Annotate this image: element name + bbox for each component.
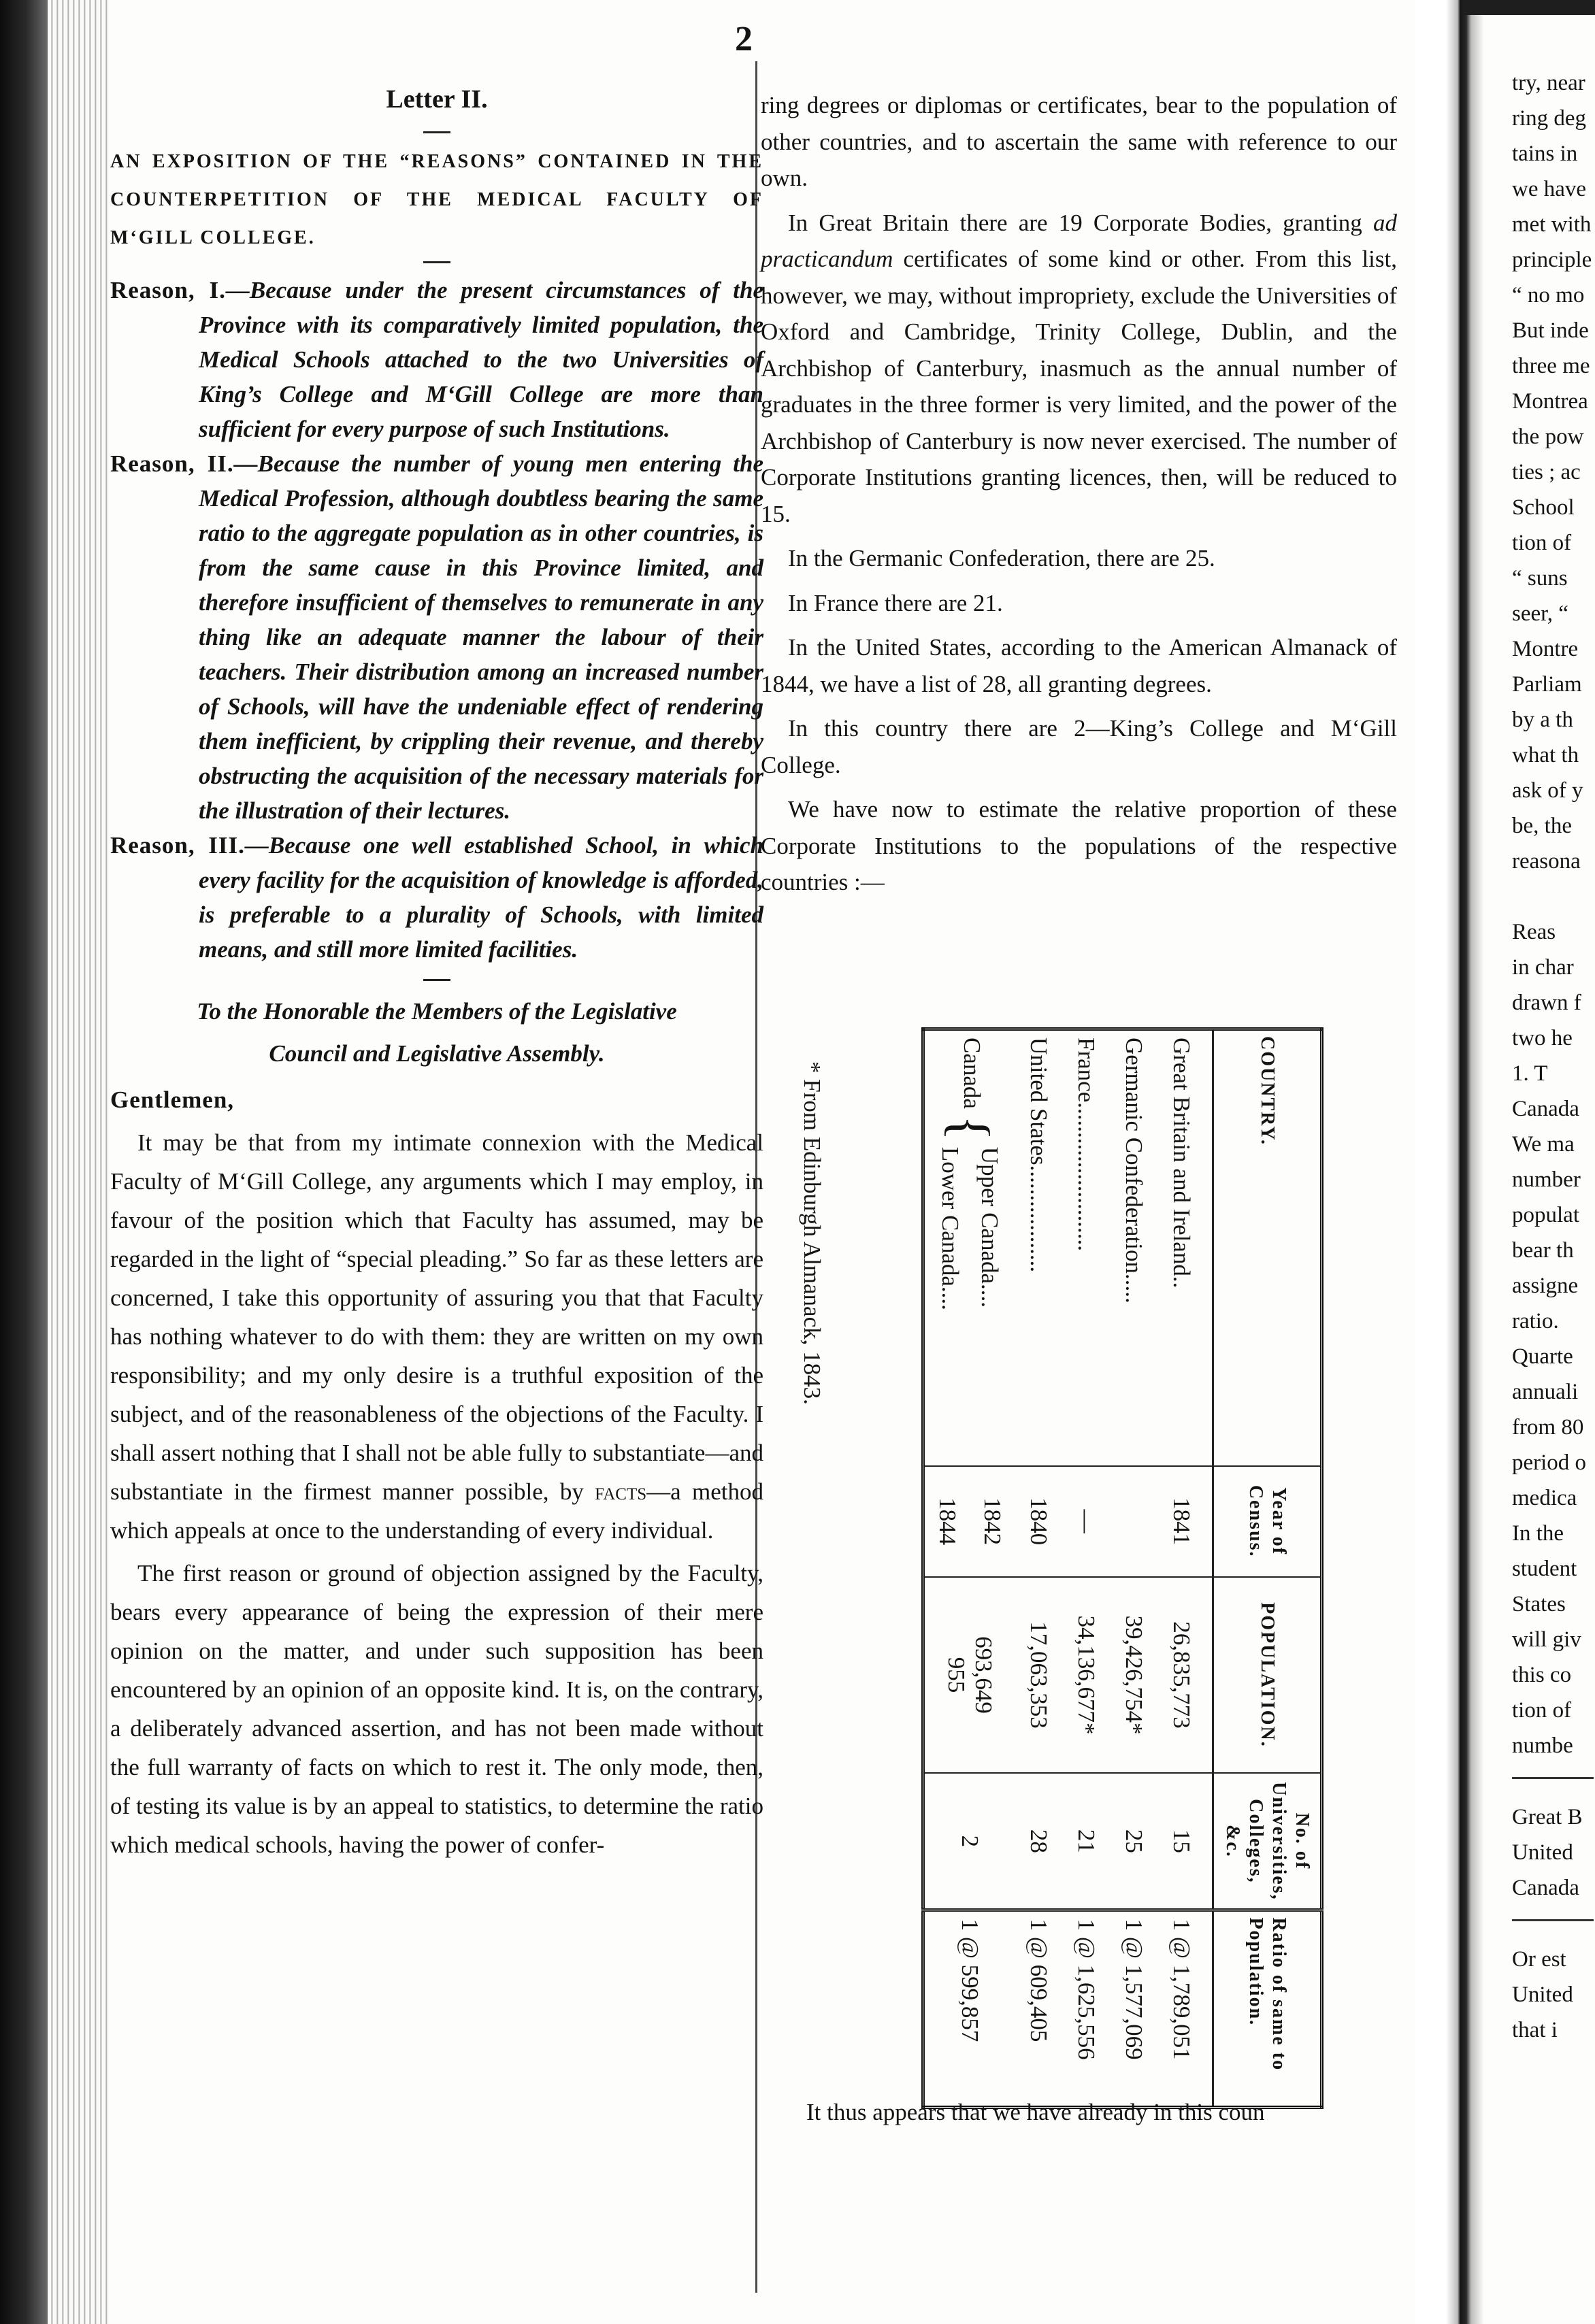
right-column-line: bear th xyxy=(1512,1238,1574,1263)
cell-country: France......................... xyxy=(1073,1038,1100,1251)
cell-universities: 28 xyxy=(1015,1773,1062,1910)
canada-brace: { xyxy=(940,1114,1000,1142)
paragraph-1-start: It may be that from my intimate connexion with the Medical Faculty of M‘Gill College, any arguments which I may employ, in favour of the position which that Faculty has assumed, may be regarded in the light of “special pleading.” So far as these letters are concerned, I take this opportunity of assuring you that that Faculty has nothing whatever to do with them: they are written on my own responsibility; and my only desire is a truthful exposition of the subject, and of the reasonableness of the objections of the Faculty. I shall assert nothing that I shall not be able fully to substantiate—and substantiate in the firmest manner possible, by xyxy=(110,1129,763,1505)
left-column xyxy=(110,68,763,1868)
scan-dark-edge xyxy=(0,0,48,2324)
cell-country: Great Britain and Ireland.. xyxy=(1168,1038,1195,1289)
mid-paragraph-1-b: certificates of some kind or other. From this list, however, we may, without impropriety, exclude the Universities of Oxford and Cambridge, Trinity College, Dublin, and the Archbishop of Canterbury, inasmuch as the annual number of graduates in the three former is very limited, and the power of the Archbishop of Canterbury is now never exercised. The number of Corporate Institutions granting licences, then, will be reduced to 15. xyxy=(761,246,1397,527)
right-column-line: from 80 xyxy=(1512,1415,1584,1440)
cell-ratio: 1 @ 609,405 xyxy=(1015,1910,1062,2108)
right-closing-line: Or est xyxy=(1512,1947,1566,1972)
reason-2-text: —Because the number of young men entering the Medical Profession, although doubtless bearing the same ratio to the aggregate population as in other countries, is from the same cause in this Province limited, and therefore insufficient of themselves to remunerate in any thing like an adequate manner the labour of their teachers. Their distribution among an increased number of Schools, will have the undeniable effect of rendering them inefficient, by crippling their revenue, and thereby obstructing the acquisition of the necessary materials for the illustration of their lectures. xyxy=(199,450,763,824)
right-column-line: numbe xyxy=(1512,1733,1573,1758)
statistics-table xyxy=(921,1027,1323,2109)
mid-paragraph-1-a: In Great Britain there are 19 Corporate Bodies, granting xyxy=(788,209,1373,236)
cell-population: 26,835,773 xyxy=(1157,1577,1213,1774)
right-column-rule-2 xyxy=(1512,1919,1594,1921)
right-column-line: annuali xyxy=(1512,1380,1579,1404)
right-column-line: School xyxy=(1512,495,1575,520)
mid-paragraph-0: ring degrees or diplomas or certificates, bear to the population of other countries, and to ascertain the same with reference to our own. xyxy=(761,92,1397,191)
mid-paragraph-1 xyxy=(761,205,1397,533)
header-universities: No. of Universities, Colleges, &c. xyxy=(1213,1773,1322,1910)
right-column-line: “ suns xyxy=(1512,566,1568,591)
right-column-line: seer, “ xyxy=(1512,601,1568,626)
mid-paragraph-6: We have now to estimate the relative proportion of these Corporate Institutions to the populations of the respective countries :— xyxy=(761,796,1397,895)
right-column-line: drawn f xyxy=(1512,991,1581,1015)
cell-population: 39,426,754* xyxy=(1110,1577,1157,1774)
cell-universities: 21 xyxy=(1062,1773,1110,1910)
right-column-line: ring deg xyxy=(1512,106,1587,131)
page-binding-edge xyxy=(48,0,109,2324)
header-ratio: Ratio of same to Population. xyxy=(1213,1910,1322,2108)
table-row xyxy=(1110,1029,1157,2108)
reason-3-text: —Because one well established School, in which every facility for the acquisition of knowledge is afforded, is preferable to a plurality of Schools, with limited means, and still more limited facilities. xyxy=(199,832,763,963)
statistics-table-wrap xyxy=(847,1027,1323,2109)
facts-word: facts xyxy=(595,1478,647,1505)
right-summary-line: Great B xyxy=(1512,1805,1583,1829)
middle-column xyxy=(761,87,1397,909)
right-column-line: Canada xyxy=(1512,1097,1579,1121)
right-column-line: Reas xyxy=(1512,920,1556,944)
title-rule xyxy=(423,131,450,133)
right-column-line: this co xyxy=(1512,1663,1572,1687)
right-column-line: number xyxy=(1512,1167,1581,1192)
cell-country: United States.................. xyxy=(1025,1038,1052,1273)
cell-country-canada xyxy=(923,1029,1015,1466)
canada-upper-label: Upper Canada.... xyxy=(976,1146,1003,1308)
paragraph-1 xyxy=(110,1123,763,1550)
right-column-closing xyxy=(1512,1942,1595,2048)
cell-ratio: 1 @ 1,789,051 xyxy=(1157,1910,1213,2108)
right-column-line: student xyxy=(1512,1557,1577,1581)
right-closing-line: that i xyxy=(1512,2018,1558,2042)
cell-census: — xyxy=(1062,1466,1110,1577)
right-column-line: two he xyxy=(1512,1026,1573,1050)
right-column-line: what th xyxy=(1512,743,1579,767)
table-row-canada-upper xyxy=(970,1029,1015,2108)
mid-paragraph-3: In France there are 21. xyxy=(788,589,1003,616)
address xyxy=(110,991,763,1075)
page-number: 2 xyxy=(735,20,753,59)
cell-population: 17,063,353 xyxy=(1015,1577,1062,1774)
canada-label: Canada xyxy=(958,1038,985,1109)
page-gutter xyxy=(1415,0,1483,2324)
address-line-2: Council and Legislative Assembly. xyxy=(269,1040,605,1067)
cell-universities: 15 xyxy=(1157,1773,1213,1910)
cell-census: 1840 xyxy=(1015,1466,1062,1577)
right-column-line: period o xyxy=(1512,1450,1587,1475)
right-column-line: assigne xyxy=(1512,1274,1579,1298)
heading-rule xyxy=(423,261,450,263)
right-column-line: We ma xyxy=(1512,1132,1575,1157)
right-closing-line: United xyxy=(1512,1982,1573,2007)
cell-census xyxy=(1110,1466,1157,1577)
right-column-line: tion of xyxy=(1512,1698,1572,1723)
right-column-line: Quarte xyxy=(1512,1344,1573,1369)
header-census: Year of Census. xyxy=(1213,1466,1322,1577)
right-column-line: three me xyxy=(1512,354,1590,378)
cell-country: Germanic Confederation..... xyxy=(1121,1038,1147,1304)
right-column-line: populat xyxy=(1512,1203,1579,1227)
right-column-line: by a th xyxy=(1512,708,1573,732)
right-column-line: ask of y xyxy=(1512,778,1583,803)
reason-2-label: Reason, II. xyxy=(110,450,234,477)
canada-parts xyxy=(930,1147,1009,1310)
right-column-line: “ no mo xyxy=(1512,283,1585,308)
right-summary-line: Canada xyxy=(1512,1876,1579,1900)
right-column-line: reasona xyxy=(1512,849,1581,874)
address-line-1: To the Honorable the Members of the Legislative xyxy=(197,998,677,1025)
exposition-heading: AN EXPOSITION OF THE “REASONS” CONTAINED IN THE COUNTERPETITION OF THE MEDICAL FACULTY OF M‘GILL COLLEGE. xyxy=(110,151,763,248)
table-row xyxy=(1062,1029,1110,2108)
right-column-line: tion of xyxy=(1512,531,1572,555)
cell-ratio-canada: 1 @ 599,857 xyxy=(923,1910,1015,2108)
salutation: Gentlemen, xyxy=(110,1086,235,1113)
right-column-line xyxy=(1512,879,1595,914)
right-column-line: be, the xyxy=(1512,814,1572,838)
right-column-line: 1. T xyxy=(1512,1061,1548,1086)
paragraph-2: The first reason or ground of objection assigned by the Faculty, bears every appearance of being the expression of their mere opinion on the matter, and under such supposition has been encountered by an opinion of an opposite kind. It is, on the contrary, a deliberately advanced assertion, and has not been made without the full warranty of facts on which to rest it. The only mode, then, of testing its value is by an appeal to statistics, to determine the ratio which medical schools, having the power of confer- xyxy=(110,1560,763,1858)
right-summary-line: United xyxy=(1512,1840,1573,1865)
right-column-cropped xyxy=(1512,65,1595,2048)
header-country: COUNTRY. xyxy=(1213,1029,1322,1466)
after-table-text: It thus appears that we have already in this coun xyxy=(806,2099,1265,2125)
right-column-line: States xyxy=(1512,1592,1566,1616)
canada-population: 693,649 xyxy=(970,1636,997,1714)
mid-paragraph-5: In this country there are 2—King’s College and M‘Gill College. xyxy=(761,715,1397,778)
scan-top-strip xyxy=(1463,0,1595,15)
cell-universities-canada: 2 xyxy=(923,1773,1015,1910)
cell-ratio: 1 @ 1,625,556 xyxy=(1062,1910,1110,2108)
right-column-line: in char xyxy=(1512,955,1574,980)
reason-2 xyxy=(110,446,763,828)
right-column-lines xyxy=(1512,65,1595,1763)
cell-ratio: 1 @ 1,577,069 xyxy=(1110,1910,1157,2108)
cell-population-canada xyxy=(923,1577,1015,1774)
reason-3-label: Reason, III. xyxy=(110,832,245,859)
mid-paragraph-2: In the Germanic Confederation, there are 25. xyxy=(788,545,1215,571)
right-column-summary xyxy=(1512,1799,1595,1906)
table-row xyxy=(1157,1029,1213,2108)
right-column-line: ties ; ac xyxy=(1512,460,1581,484)
right-column-line: Montrea xyxy=(1512,389,1588,414)
mid-paragraph-4: In the United States, according to the American Almanack of 1844, we have a list of 28, all granting degrees. xyxy=(761,634,1397,697)
right-column-line: met with xyxy=(1512,212,1592,237)
right-column-line: Parliam xyxy=(1512,672,1582,697)
cell-census: 1841 xyxy=(1157,1466,1213,1577)
paragraph-1-end: —a method which appeals at once to the understanding of every individual. xyxy=(110,1478,763,1544)
right-column-line: tains in xyxy=(1512,142,1578,166)
letter-title: Letter II. xyxy=(386,85,488,114)
right-column-line: we have xyxy=(1512,177,1587,201)
reason-1-label: Reason, I. xyxy=(110,277,226,303)
header-population: POPULATION. xyxy=(1213,1577,1322,1774)
statistics-table-rotated xyxy=(847,1027,1323,2109)
table-header-row xyxy=(1213,1029,1322,2108)
table-footnote-wrap xyxy=(781,1061,842,2014)
mid-paragraph-1-italic: ad practicandum xyxy=(761,209,1397,272)
reason-1-text: —Because under the present circumstances of the Province with its comparatively limited population, the Medical Schools attached to the two Universities of King’s College and M‘Gill College are more than sufficient for every purpose of such Institutions. xyxy=(199,277,763,442)
cell-population: 34,136,677* xyxy=(1062,1577,1110,1774)
cell-census: 1844 xyxy=(923,1466,970,1577)
right-column-line: will giv xyxy=(1512,1627,1581,1652)
reason-3 xyxy=(110,828,763,967)
right-column-line: the pow xyxy=(1512,425,1584,449)
right-column-line: Montre xyxy=(1512,637,1579,661)
table-row xyxy=(1015,1029,1062,2108)
right-column-line: ratio. xyxy=(1512,1309,1559,1333)
reasons-rule xyxy=(423,979,450,981)
cell-universities: 25 xyxy=(1110,1773,1157,1910)
cell-census: 1842 xyxy=(970,1466,1015,1577)
right-column-line: In the xyxy=(1512,1521,1564,1546)
right-column-line: principle xyxy=(1512,248,1592,272)
right-column-line: medica xyxy=(1512,1486,1577,1510)
reason-1 xyxy=(110,273,763,446)
right-column-line: But inde xyxy=(1512,318,1589,343)
canada-population-2: 955 xyxy=(943,1657,970,1693)
right-column-line: try, near xyxy=(1512,71,1585,95)
canada-lower-label: Lower Canada.... xyxy=(937,1146,964,1310)
table-footnote: * From Edinburgh Almanack, 1843. xyxy=(799,1061,825,1405)
right-column-rule xyxy=(1512,1777,1594,1779)
